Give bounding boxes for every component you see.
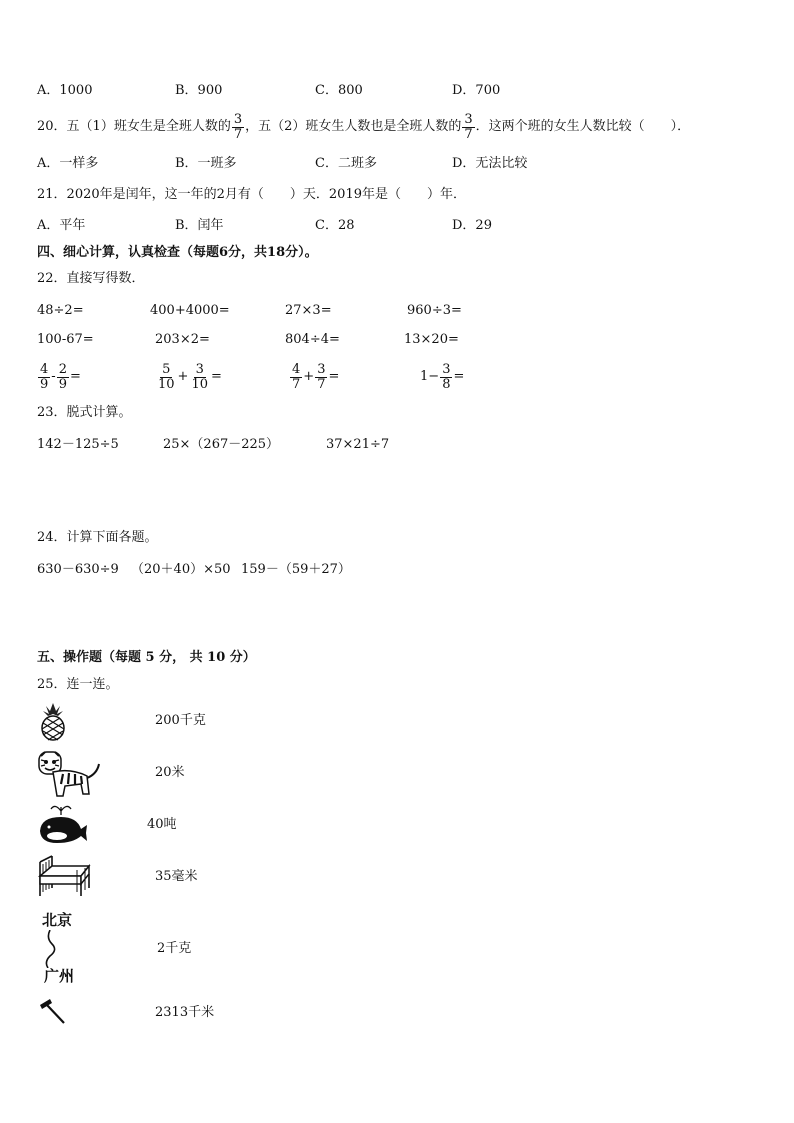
fraction-numerator: 4 xyxy=(292,361,301,377)
equals-sign: = xyxy=(211,369,222,384)
equals-sign: = xyxy=(69,369,81,384)
q25-title: 25．连一连。 xyxy=(37,677,119,692)
q19-option-a: A．1000 xyxy=(37,83,93,98)
q24-item: 630－630÷9 xyxy=(37,562,119,577)
pineapple-icon xyxy=(38,701,68,741)
q22-item: 960÷3= xyxy=(407,303,462,318)
map-route-icon xyxy=(40,910,86,988)
map-label-beijing: 北京 xyxy=(42,911,73,929)
q25-label: 35毫米 xyxy=(155,869,198,884)
q22-fraction-item xyxy=(420,358,464,396)
q21-option-b: B．闰年 xyxy=(175,218,224,233)
q20-option-b: B．一班多 xyxy=(175,156,237,171)
q25-label: 200千克 xyxy=(155,713,206,728)
fraction-denominator: 9 xyxy=(58,376,67,392)
q21-option-c: C．28 xyxy=(315,218,355,233)
q22-fraction-item xyxy=(155,358,222,396)
whale-icon xyxy=(37,803,89,845)
q22-fraction-item xyxy=(37,358,81,396)
q21-option-a: A．平年 xyxy=(37,218,86,233)
equals-sign: = xyxy=(328,369,340,384)
fraction-denominator: 7 xyxy=(292,376,301,392)
operator: - xyxy=(51,369,56,384)
fraction-denominator: 7 xyxy=(464,126,473,142)
section-5-heading: 五、操作题（每题 5 分， 共 10 分） xyxy=(37,650,256,665)
q23-item: 25×（267－225） xyxy=(163,437,280,452)
q20-text-part1: 20．五（1）班女生是全班人数的 xyxy=(37,119,231,134)
fraction xyxy=(315,363,327,392)
q23-item: 142－125÷5 xyxy=(37,437,119,452)
q25-label: 20米 xyxy=(155,765,185,780)
operator: + xyxy=(303,369,315,384)
fraction-denominator: 8 xyxy=(442,376,451,392)
q20-fraction-1 xyxy=(232,113,244,142)
q19-option-d: D．700 xyxy=(452,83,501,98)
whole-number: 1 xyxy=(420,369,429,384)
q20-question xyxy=(37,108,690,146)
q22-title: 22．直接写得数． xyxy=(37,271,145,286)
q20-text-part3: ．这两个班的女生人数比较（ ）． xyxy=(475,119,691,134)
fraction-numerator: 5 xyxy=(162,361,171,377)
fraction-numerator: 3 xyxy=(195,361,204,377)
map-label-guangzhou: 广州 xyxy=(44,967,75,985)
q23-title: 23．脱式计算。 xyxy=(37,405,132,420)
q20-option-c: C．二班多 xyxy=(315,156,377,171)
fraction xyxy=(38,363,50,392)
q25-label: 40吨 xyxy=(147,817,177,832)
fraction xyxy=(57,363,69,392)
section-4-heading: 四、细心计算，认真检查（每题6分，共18分）。 xyxy=(37,245,318,260)
q20-text-part2: ，五（2）班女生人数也是全班人数的 xyxy=(245,119,462,134)
q19-option-b: B．900 xyxy=(175,83,223,98)
q23-item: 37×21÷7 xyxy=(326,437,390,452)
fraction xyxy=(156,363,177,392)
nail-icon xyxy=(38,997,68,1025)
fraction-numerator: 4 xyxy=(40,361,49,377)
fraction xyxy=(189,363,210,392)
q24-item: （20＋40）×50 xyxy=(131,562,231,577)
fraction-numerator: 3 xyxy=(442,361,451,377)
fraction-numerator: 3 xyxy=(233,111,243,127)
q22-item: 804÷4= xyxy=(285,332,340,347)
fraction-denominator: 10 xyxy=(158,376,175,392)
q20-fraction-2 xyxy=(462,113,474,142)
fraction-numerator: 3 xyxy=(317,361,326,377)
q22-item: 13×20= xyxy=(404,332,459,347)
q19-option-c: C．800 xyxy=(315,83,363,98)
q25-label: 2千克 xyxy=(157,941,192,956)
fraction xyxy=(290,363,302,392)
fraction-denominator: 10 xyxy=(191,376,208,392)
q20-option-d: D．无法比较 xyxy=(452,156,528,171)
equals-sign: = xyxy=(453,369,465,384)
bed-icon xyxy=(37,852,93,898)
q22-item: 48÷2= xyxy=(37,303,84,318)
q22-item: 400+4000= xyxy=(150,303,230,318)
q20-option-a: A．一样多 xyxy=(37,156,99,171)
tiger-icon xyxy=(37,750,101,802)
q21-question: 21．2020年是闰年，这一年的2月有（ ）天．2019年是（ ）年． xyxy=(37,187,466,202)
fraction xyxy=(440,363,452,392)
q24-item: 159－（59＋27） xyxy=(241,562,351,577)
fraction-denominator: 7 xyxy=(233,126,243,142)
q25-label: 2313千米 xyxy=(155,1005,215,1020)
q22-item: 27×3= xyxy=(285,303,332,318)
q22-item: 203×2= xyxy=(155,332,210,347)
fraction-denominator: 7 xyxy=(317,376,326,392)
operator: − xyxy=(428,369,440,384)
q22-item: 100-67= xyxy=(37,332,94,347)
fraction-numerator: 2 xyxy=(58,361,67,377)
q22-fraction-item xyxy=(289,358,339,396)
operator: + xyxy=(177,369,189,384)
fraction-numerator: 3 xyxy=(464,111,473,127)
route-line xyxy=(40,930,86,968)
q21-option-d: D．29 xyxy=(452,218,492,233)
q24-title: 24．计算下面各题。 xyxy=(37,530,158,545)
fraction-denominator: 9 xyxy=(40,376,49,392)
